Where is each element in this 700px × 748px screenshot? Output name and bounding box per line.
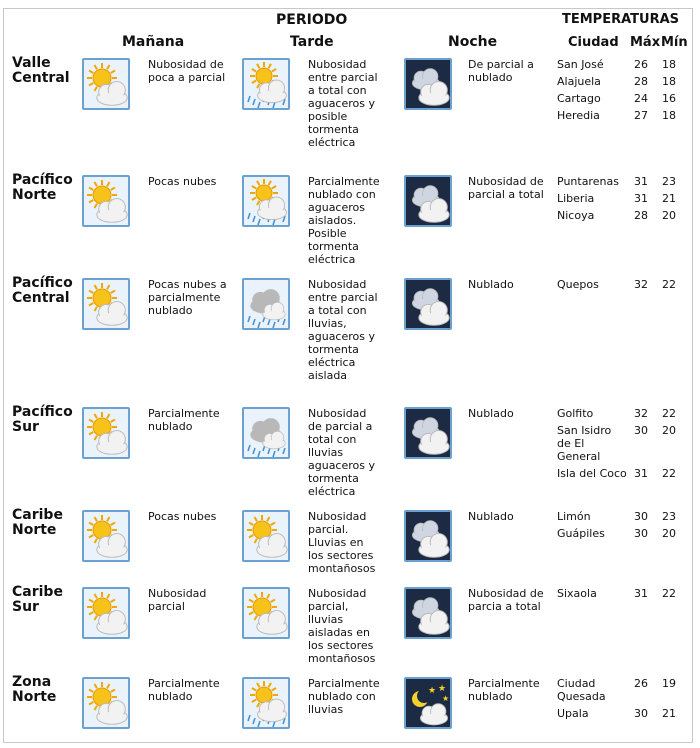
forecast-manana-text: Nubosidad de poca a parcial bbox=[148, 58, 226, 84]
forecast-manana-text: Parcialmente nublado bbox=[148, 407, 220, 433]
sun-cloud-icon bbox=[82, 587, 130, 639]
temp-max: 31 bbox=[634, 192, 648, 205]
temp-min: 22 bbox=[662, 278, 676, 291]
city-name: Nicoya bbox=[557, 209, 595, 222]
temp-min: 18 bbox=[662, 109, 676, 122]
temp-min: 23 bbox=[662, 175, 676, 188]
forecast-manana-text: Pocas nubes bbox=[148, 510, 217, 523]
region-name: Zona Norte bbox=[12, 674, 57, 705]
temp-max: 30 bbox=[634, 707, 648, 720]
temp-max: 32 bbox=[634, 407, 648, 420]
night-cloud-icon bbox=[404, 175, 452, 227]
storm-cloud-rain-icon bbox=[242, 407, 290, 459]
region-name: Pacífico Norte bbox=[12, 172, 73, 203]
temp-max: 26 bbox=[634, 58, 648, 71]
header-ciudad: Ciudad bbox=[568, 35, 619, 50]
forecast-manana-text: Pocas nubes bbox=[148, 175, 217, 188]
temp-max: 26 bbox=[634, 677, 648, 690]
header-temperaturas: TEMPERATURAS bbox=[562, 12, 680, 27]
forecast-manana-text: Pocas nubes a parcialmente nublado bbox=[148, 278, 227, 317]
sun-cloud-icon bbox=[82, 510, 130, 562]
temp-max: 31 bbox=[634, 175, 648, 188]
forecast-tarde-text: Nubosidad parcial. Lluvias en los sectores montañosos bbox=[308, 510, 376, 575]
forecast-tarde-text: Nubosidad de parcial a total con lluvias aguaceros y tormenta eléctrica bbox=[308, 407, 375, 498]
forecast-tarde-text: Nubosidad entre parcial a total con lluvias, aguaceros y tormenta eléctrica aislada bbox=[308, 278, 378, 382]
city-name: Puntarenas bbox=[557, 175, 619, 188]
forecast-tarde-text: Nubosidad parcial, lluvias aisladas en los sectores montañosos bbox=[308, 587, 376, 665]
forecast-noche-text: Parcialmente nublado bbox=[468, 677, 540, 703]
night-cloud-icon bbox=[404, 278, 452, 330]
city-name: Quepos bbox=[557, 278, 599, 291]
sun-cloud-icon bbox=[82, 278, 130, 330]
temp-max: 30 bbox=[634, 527, 648, 540]
city-name: Cartago bbox=[557, 92, 601, 105]
header-max: Máx bbox=[630, 35, 661, 50]
temp-max: 32 bbox=[634, 278, 648, 291]
temp-min: 21 bbox=[662, 192, 676, 205]
night-cloud-icon bbox=[404, 510, 452, 562]
temp-min: 19 bbox=[662, 677, 676, 690]
forecast-manana-text: Parcialmente nublado bbox=[148, 677, 220, 703]
temp-max: 28 bbox=[634, 209, 648, 222]
forecast-noche-text: Nublado bbox=[468, 278, 514, 291]
city-name: Isla del Coco bbox=[557, 467, 627, 480]
svg-text:★: ★ bbox=[438, 684, 447, 694]
header-manana: Mañana bbox=[122, 34, 185, 50]
temp-max: 31 bbox=[634, 587, 648, 600]
header-noche: Noche bbox=[448, 34, 498, 50]
region-name: Caribe Sur bbox=[12, 584, 63, 615]
svg-text:★: ★ bbox=[428, 686, 437, 696]
header-tarde: Tarde bbox=[290, 34, 334, 50]
forecast-tarde-text: Parcialmente nublado con lluvias bbox=[308, 677, 380, 716]
city-name: Heredia bbox=[557, 109, 600, 122]
temp-max: 28 bbox=[634, 75, 648, 88]
region-name: Valle Central bbox=[12, 55, 70, 86]
sun-cloud-rain-icon bbox=[242, 58, 290, 110]
night-cloud-icon bbox=[404, 587, 452, 639]
sun-cloud-icon bbox=[82, 407, 130, 459]
storm-cloud-rain-icon bbox=[242, 278, 290, 330]
sun-cloud-icon bbox=[82, 677, 130, 729]
night-cloud-icon bbox=[404, 407, 452, 459]
temp-min: 18 bbox=[662, 75, 676, 88]
temp-max: 30 bbox=[634, 510, 648, 523]
temp-max: 31 bbox=[634, 467, 648, 480]
temp-min: 22 bbox=[662, 407, 676, 420]
sun-cloud-icon bbox=[82, 58, 130, 110]
temp-max: 27 bbox=[634, 109, 648, 122]
forecast-noche-text: Nubosidad de parcial a total bbox=[468, 175, 544, 201]
svg-text:★: ★ bbox=[442, 694, 450, 703]
forecast-noche-text: Nublado bbox=[468, 407, 514, 420]
city-name: San Isidro de El General bbox=[557, 424, 612, 463]
city-name: Limón bbox=[557, 510, 591, 523]
forecast-noche-text: Nubosidad de parcia a total bbox=[468, 587, 544, 613]
header-min: Mín bbox=[661, 35, 688, 50]
city-name: Golfito bbox=[557, 407, 594, 420]
temp-min: 18 bbox=[662, 58, 676, 71]
temp-max: 30 bbox=[634, 424, 648, 437]
sun-cloud-icon bbox=[242, 587, 290, 639]
forecast-tarde-text: Nubosidad entre parcial a total con aguaceros y posible tormenta eléctrica bbox=[308, 58, 378, 149]
city-name: Guápiles bbox=[557, 527, 605, 540]
forecast-manana-text: Nubosidad parcial bbox=[148, 587, 207, 613]
night-cloud-icon bbox=[404, 58, 452, 110]
sun-cloud-rain-icon bbox=[242, 677, 290, 729]
city-name: Ciudad Quesada bbox=[557, 677, 606, 703]
temp-min: 23 bbox=[662, 510, 676, 523]
header-periodo: PERIODO bbox=[276, 12, 348, 28]
moon-stars-cloud-icon bbox=[404, 677, 452, 729]
city-name: Alajuela bbox=[557, 75, 601, 88]
region-name: Pacífico Sur bbox=[12, 404, 73, 435]
forecast-tarde-text: Parcialmente nublado con aguaceros aislados. Posible tormenta eléctrica bbox=[308, 175, 380, 266]
temp-min: 16 bbox=[662, 92, 676, 105]
sun-cloud-rain-icon bbox=[242, 175, 290, 227]
forecast-noche-text: De parcial a nublado bbox=[468, 58, 534, 84]
temp-max: 24 bbox=[634, 92, 648, 105]
sun-cloud-icon bbox=[242, 510, 290, 562]
city-name: San José bbox=[557, 58, 604, 71]
temp-min: 22 bbox=[662, 467, 676, 480]
temp-min: 20 bbox=[662, 209, 676, 222]
region-name: Caribe Norte bbox=[12, 507, 63, 538]
city-name: Upala bbox=[557, 707, 589, 720]
temp-min: 20 bbox=[662, 527, 676, 540]
city-name: Liberia bbox=[557, 192, 595, 205]
city-name: Sixaola bbox=[557, 587, 597, 600]
sun-cloud-icon bbox=[82, 175, 130, 227]
temp-min: 20 bbox=[662, 424, 676, 437]
temp-min: 21 bbox=[662, 707, 676, 720]
region-name: Pacífico Central bbox=[12, 275, 73, 306]
forecast-noche-text: Nublado bbox=[468, 510, 514, 523]
temp-min: 22 bbox=[662, 587, 676, 600]
